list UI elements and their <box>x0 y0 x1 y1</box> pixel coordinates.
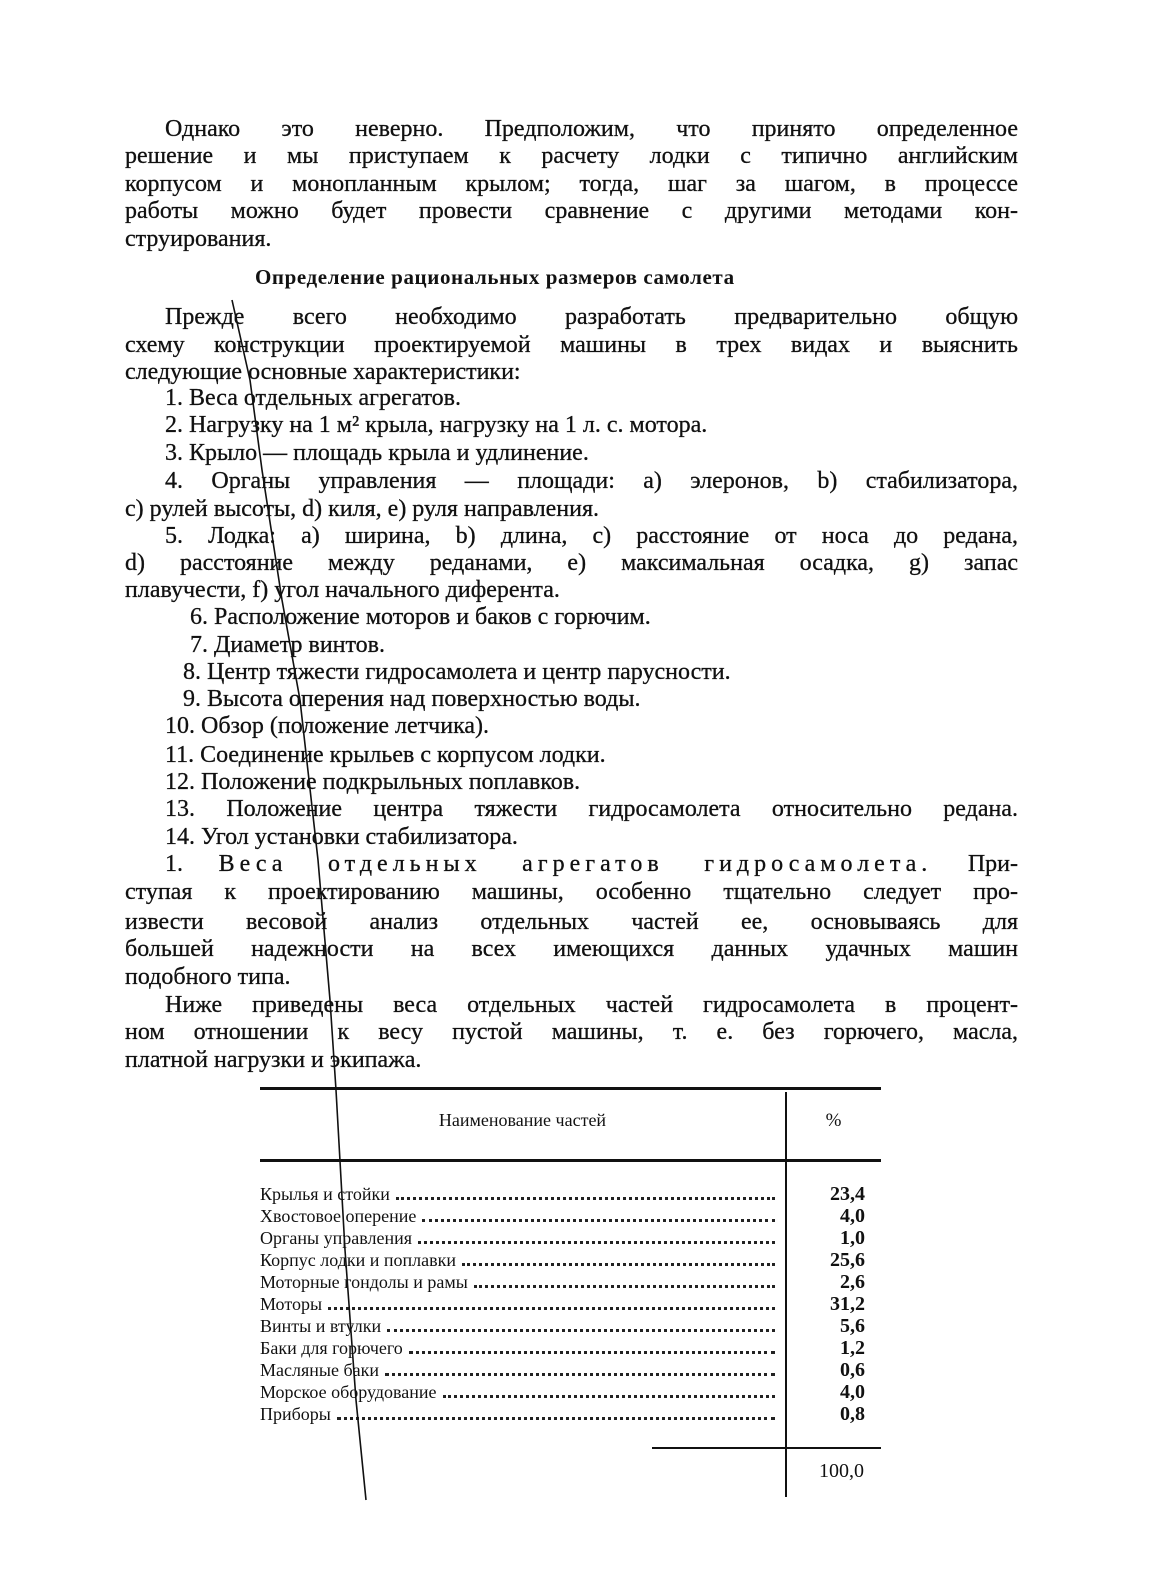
table-row <box>260 1249 881 1271</box>
dot-leader <box>396 1183 775 1200</box>
text-line: платной нагрузки и экипажа. <box>125 1047 422 1073</box>
text-line: ном отношении к весу пустой машины, т. е. без горючего, масла, <box>125 1019 1018 1045</box>
text-span: При- <box>932 851 1018 877</box>
text-line <box>165 850 1018 878</box>
text-line: Ниже приведены веса отдельных частей гидросамолета в процент- <box>165 992 1018 1018</box>
part-percent: 0,8 <box>840 1403 865 1425</box>
part-name: Баки для горючего <box>260 1338 403 1358</box>
text-line: большей надежности на всех имеющихся данных удачных машин <box>125 936 1018 962</box>
text-line: ступая к проектированию машины, особенно тщательно следует про- <box>125 879 1018 905</box>
part-name: Органы управления <box>260 1228 412 1248</box>
part-name: Крылья и стойки <box>260 1184 390 1204</box>
part-percent: 0,6 <box>840 1359 865 1381</box>
table-header-rule <box>260 1159 881 1162</box>
text-line: Прежде всего необходимо разработать предварительно общую <box>165 304 1018 330</box>
part-percent: 31,2 <box>830 1293 865 1315</box>
part-name: Морское оборудование <box>260 1382 437 1402</box>
text-line: 10. Обзор (положение летчика). <box>165 713 490 739</box>
text-line: Однако это неверно. Предположим, что принято определенное <box>165 116 1018 142</box>
dot-leader <box>474 1271 775 1288</box>
text-line: следующие основные характеристики: <box>125 359 521 385</box>
text-line: 12. Положение подкрыльных поплавков. <box>165 769 581 795</box>
table-row <box>260 1337 881 1359</box>
text-line: работы можно будет провести сравнение с другими методами кон- <box>125 198 1018 224</box>
part-percent: 25,6 <box>830 1249 865 1271</box>
header-part-name: Наименование частей <box>438 1110 607 1130</box>
part-name: Хвостовое оперение <box>260 1206 417 1226</box>
text-line: 14. Угол установки стабилизатора. <box>165 824 518 850</box>
part-percent: 4,0 <box>840 1205 865 1227</box>
section-heading: Определение рациональных размеров самолета <box>255 265 735 289</box>
part-percent: 23,4 <box>830 1183 865 1205</box>
part-percent: 2,6 <box>840 1271 865 1293</box>
text-line: извести весовой анализ отдельных частей ее, основываясь для <box>125 909 1018 935</box>
table-row <box>260 1271 881 1293</box>
text-line: c) рулей высоты, d) киля, e) руля направления. <box>125 496 599 522</box>
text-line: d) расстояние между реданами, e) максимальная осадка, g) запас <box>125 550 1018 576</box>
table-row <box>260 1403 881 1425</box>
part-percent: 5,6 <box>840 1315 865 1337</box>
dot-leader <box>387 1315 775 1332</box>
part-percent: 1,0 <box>840 1227 865 1249</box>
text-line: 4. Органы управления — площади: a) элеронов, b) стабилизатора, <box>165 468 1018 494</box>
total-rule <box>652 1447 881 1449</box>
header-percent: % <box>825 1110 842 1131</box>
text-line: 5. Лодка: a) ширина, b) длина, c) расстояние от носа до редана, <box>165 523 1018 549</box>
text-span: 1. <box>165 851 219 877</box>
dot-leader <box>337 1403 775 1420</box>
dot-leader <box>328 1293 775 1310</box>
part-percent: 4,0 <box>840 1381 865 1403</box>
table-row <box>260 1359 881 1381</box>
table-row <box>260 1227 881 1249</box>
text-line: 3. Крыло — площадь крыла и удлинение. <box>165 440 589 466</box>
dot-leader <box>409 1337 775 1354</box>
table-row <box>260 1183 881 1205</box>
part-name: Моторы <box>260 1294 323 1314</box>
dot-leader <box>462 1249 775 1266</box>
part-name: Масляные баки <box>260 1360 379 1380</box>
text-line: решение и мы приступаем к расчету лодки с типично английским <box>125 143 1018 169</box>
spaced-subheading: Веса отдельных агрегатов гидросамолета. <box>218 851 933 877</box>
text-line: подобного типа. <box>125 964 291 990</box>
table-row <box>260 1205 881 1227</box>
table-row <box>260 1381 881 1403</box>
table-row <box>260 1293 881 1315</box>
part-name: Приборы <box>260 1404 331 1424</box>
dot-leader <box>443 1381 775 1398</box>
part-name: Винты и втулки <box>260 1316 382 1336</box>
text-line: 9. Высота оперения над поверхностью воды. <box>183 686 641 712</box>
text-line: 2. Нагрузку на 1 м² крыла, нагрузку на 1 л. с. мотора. <box>165 412 708 438</box>
total-value: 100,0 <box>819 1460 864 1482</box>
dot-leader <box>385 1359 775 1376</box>
text-line: 8. Центр тяжести гидросамолета и центр парусности. <box>183 659 731 685</box>
text-line: 11. Соединение крыльев с корпусом лодки. <box>165 742 606 768</box>
part-percent: 1,2 <box>840 1337 865 1359</box>
text-line: струирования. <box>125 226 272 252</box>
part-name: Корпус лодки и поплавки <box>260 1250 456 1270</box>
text-line: плавучести, f) угол начального диферента. <box>125 577 560 603</box>
text-line: 6. Расположение моторов и баков с горючим. <box>190 604 651 630</box>
text-line: 1. Веса отдельных агрегатов. <box>165 385 461 411</box>
dot-leader <box>422 1205 775 1222</box>
dot-leader <box>418 1227 775 1244</box>
table-top-rule <box>260 1087 881 1090</box>
text-line: корпусом и монопланным крылом; тогда, шаг за шагом, в процессе <box>125 171 1018 197</box>
part-name: Моторные гондолы и рамы <box>260 1272 468 1292</box>
table-row <box>260 1315 881 1337</box>
text-line: 7. Диаметр винтов. <box>190 632 386 658</box>
text-line: 13. Положение центра тяжести гидросамолета относительно редана. <box>165 796 1018 822</box>
text-line: схему конструкции проектируемой машины в трех видах и выяснить <box>125 332 1018 358</box>
